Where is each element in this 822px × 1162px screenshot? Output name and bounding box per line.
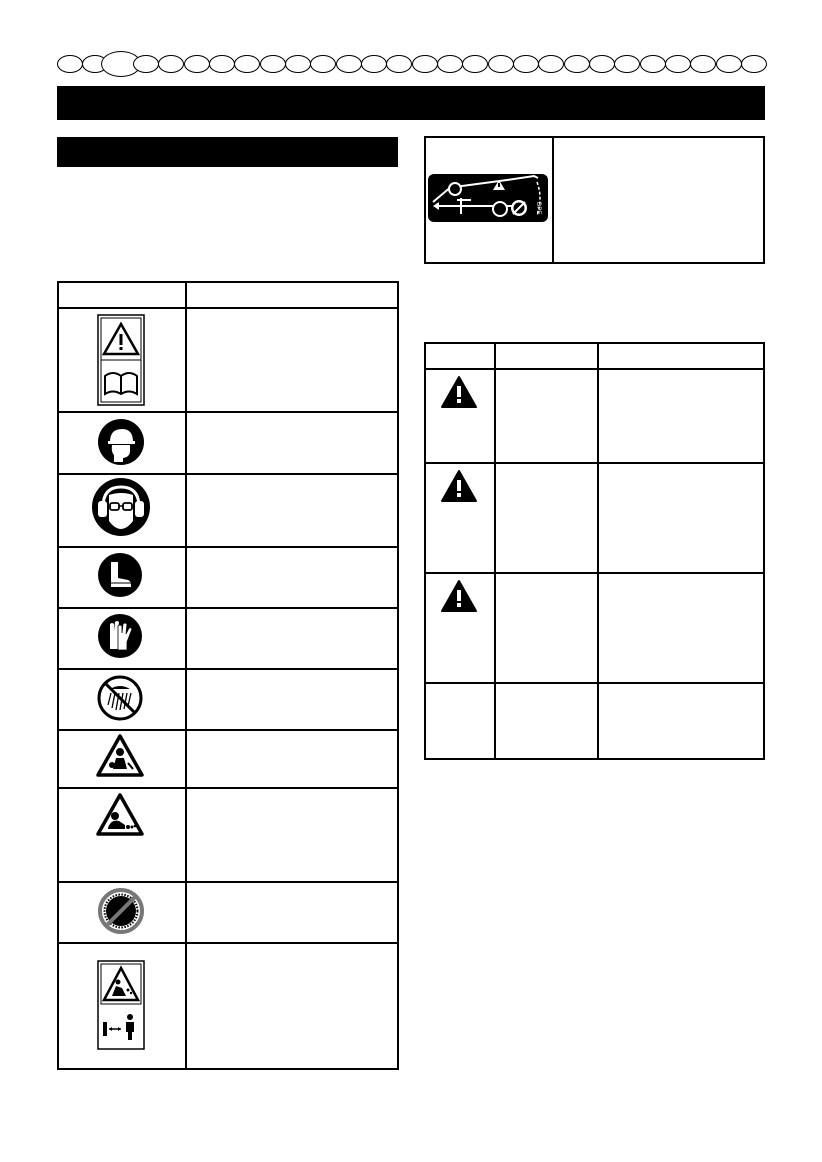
language-tab[interactable] — [361, 55, 387, 73]
boots-icon — [97, 552, 143, 598]
section-header-bar — [57, 86, 765, 120]
warning-triangle-icon — [440, 469, 478, 503]
language-tab[interactable] — [234, 55, 260, 73]
language-tab[interactable] — [538, 55, 564, 73]
language-tab[interactable] — [336, 55, 362, 73]
warning-triangle-icon — [440, 579, 478, 613]
language-tab[interactable] — [589, 55, 615, 73]
blade-kickback-warning-icon — [95, 792, 145, 838]
language-tab[interactable] — [57, 55, 83, 73]
language-tab[interactable] — [614, 55, 640, 73]
language-tab[interactable] — [690, 55, 716, 73]
thrown-objects-warning-icon — [95, 733, 145, 779]
language-tab[interactable] — [462, 55, 488, 73]
language-tab[interactable] — [437, 55, 463, 73]
language-tab[interactable] — [209, 55, 235, 73]
language-tab[interactable] — [513, 55, 539, 73]
language-tab[interactable] — [386, 55, 412, 73]
warning-triangle-icon — [440, 375, 478, 409]
gloves-icon — [97, 613, 143, 659]
language-tab[interactable] — [260, 55, 286, 73]
blade-label-icon — [427, 172, 549, 224]
language-tab[interactable] — [133, 55, 159, 73]
helmet-icon — [97, 418, 145, 466]
language-tab[interactable] — [158, 55, 184, 73]
language-tab[interactable] — [716, 55, 742, 73]
language-tab[interactable] — [412, 55, 438, 73]
language-tab[interactable] — [310, 55, 336, 73]
bystander-distance-icon — [97, 960, 145, 1050]
language-tab[interactable] — [184, 55, 210, 73]
language-tab[interactable] — [665, 55, 691, 73]
saw-blade-icon — [97, 887, 145, 935]
blade-label-text: DPE — [535, 202, 541, 215]
no-rain-icon — [97, 675, 143, 721]
ear-eye-protection-icon — [91, 477, 151, 537]
language-tab[interactable] — [741, 55, 767, 73]
language-tabs — [57, 53, 767, 77]
language-tab[interactable] — [640, 55, 666, 73]
language-tab[interactable] — [285, 55, 311, 73]
language-tab[interactable] — [488, 55, 514, 73]
warning-read-manual-icon — [97, 314, 145, 406]
subsection-header-bar — [57, 137, 398, 167]
language-tab[interactable] — [564, 55, 590, 73]
